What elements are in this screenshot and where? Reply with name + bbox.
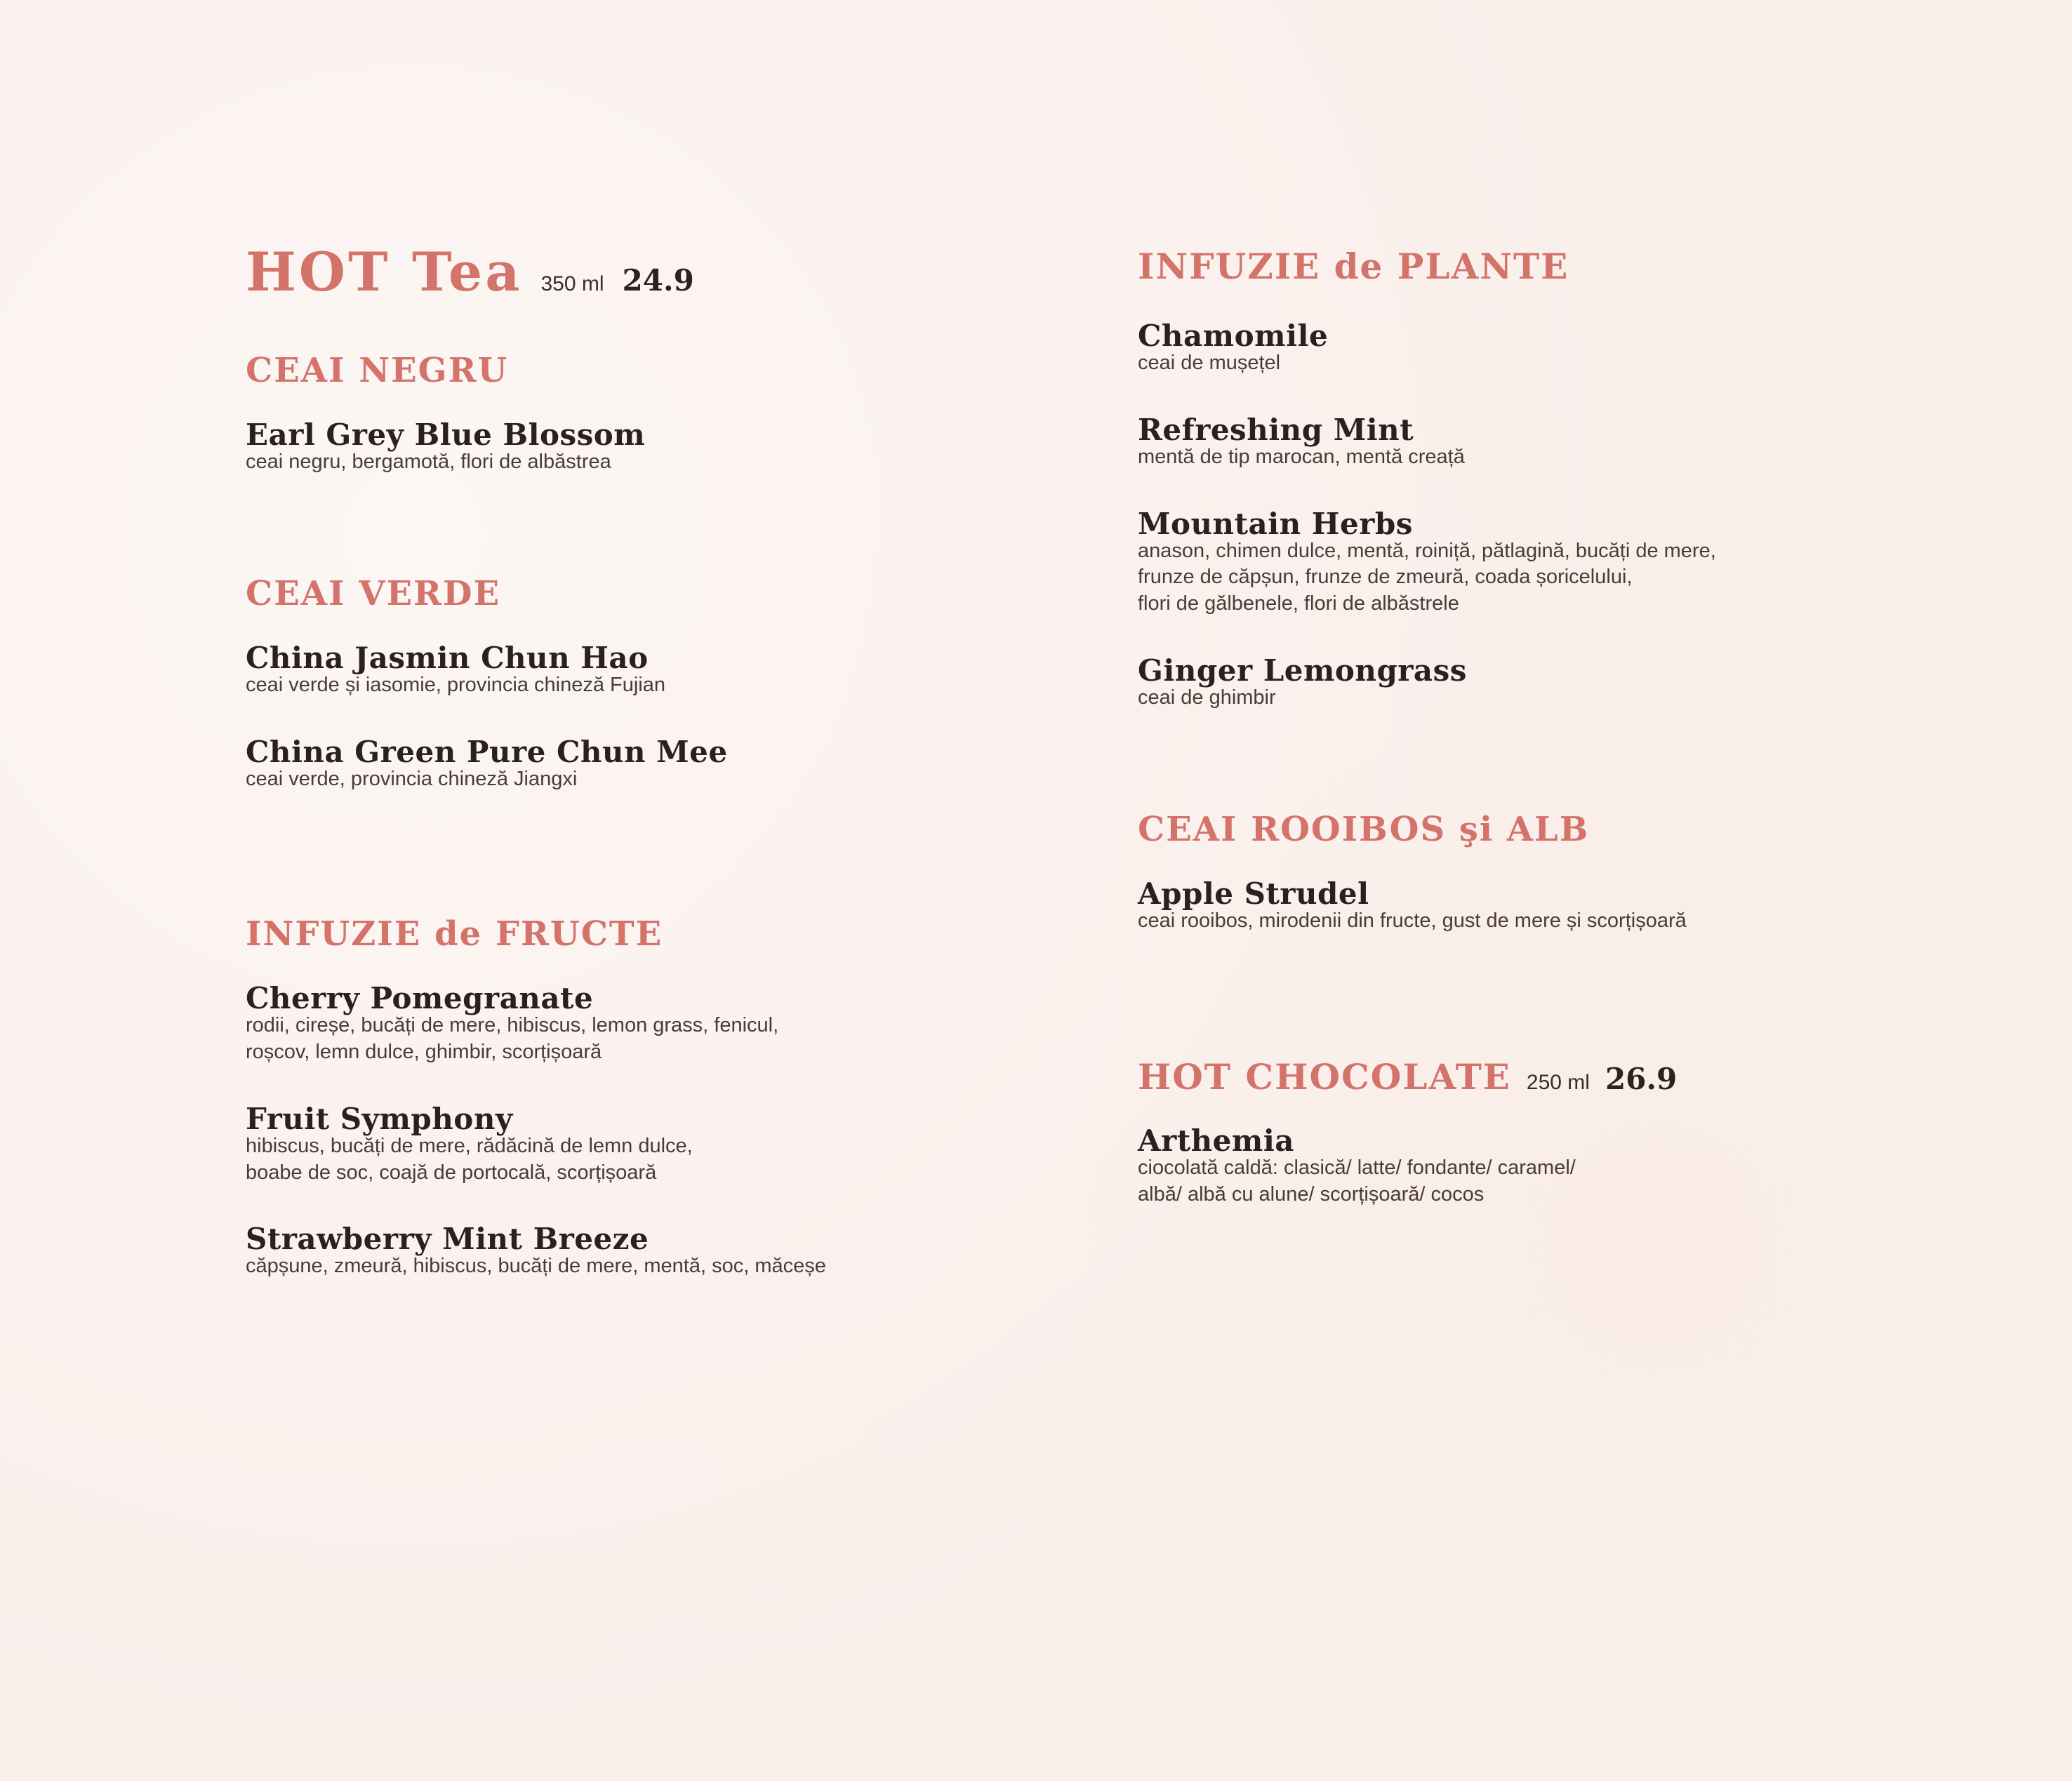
menu-item <box>1138 506 1988 618</box>
item-description-line: căpșune, zmeură, hibiscus, bucăți de mere, mentă, soc, măceșe <box>246 1255 826 1278</box>
hot-chocolate-heading <box>1138 1056 1988 1098</box>
section-ceai-negru <box>246 351 1096 476</box>
menu-item <box>1138 412 1988 471</box>
right-column <box>1138 246 1988 1318</box>
section-infuzie-de-fructe <box>246 914 1096 1280</box>
menu-item <box>246 1101 1096 1186</box>
menu-item <box>246 1224 1096 1280</box>
item-name: Fruit Symphony <box>246 1101 513 1136</box>
menu-item <box>1138 655 1988 712</box>
left-column <box>246 241 1096 1318</box>
spacer <box>1138 749 1988 810</box>
hot-chocolate-title: HOT CHOCOLATE <box>1138 1056 1511 1098</box>
item-name: Apple Strudel <box>1138 876 1369 911</box>
item-description-line: ceai de ghimbir <box>1138 686 1276 709</box>
item-description-line: flori de gălbenele, flori de albăstrele <box>1138 592 1459 615</box>
item-description-line: mentă de tip marocan, mentă creață <box>1138 445 1465 468</box>
section-ceai-verde <box>246 574 1096 793</box>
item-name: Chamomile <box>1138 319 1329 353</box>
menu-columns <box>0 241 2072 1318</box>
menu-item <box>246 420 1096 476</box>
item-name: Mountain Herbs <box>1138 506 1413 541</box>
page-title-price: 24.9 <box>622 263 694 298</box>
menu-item <box>246 734 1096 793</box>
spacer <box>1138 972 1988 1056</box>
section-heading: INFUZIE de PLANTE <box>1138 246 1569 287</box>
item-description-line: anason, chimen dulce, mentă, roiniță, pătlagină, bucăți de mere, <box>1138 539 1716 562</box>
item-description-line: roșcov, lemn dulce, ghimbir, scorțișoară <box>246 1041 602 1064</box>
item-name: Cherry Pomegranate <box>246 981 594 1016</box>
item-description <box>1138 1155 1988 1208</box>
section-hot-chocolate <box>1138 1056 1988 1208</box>
item-description-line: ceai verde, provincia chineză Jiangxi <box>246 767 578 790</box>
menu-item <box>1138 876 1988 935</box>
menu-item <box>1138 321 1988 377</box>
section-heading: CEAI ROOIBOS şi ALB <box>1138 809 1590 849</box>
hot-chocolate-price: 26.9 <box>1605 1062 1678 1097</box>
item-description <box>246 672 1096 699</box>
section-heading: CEAI NEGRU <box>246 351 509 390</box>
item-name: China Jasmin Chun Hao <box>246 640 649 675</box>
item-description <box>246 1253 1096 1280</box>
item-description-line: ceai rooibos, mirodenii din fructe, gust de mere și scorțișoară <box>1138 909 1687 932</box>
item-name: Strawberry Mint Breeze <box>246 1222 649 1257</box>
page-title <box>246 241 1096 303</box>
item-description-line: frunze de căpșun, frunze de zmeură, coada șoricelului, <box>1138 566 1633 589</box>
item-name: Ginger Lemongrass <box>1138 653 1467 688</box>
item-name: Arthemia <box>1138 1123 1294 1159</box>
item-name: China Green Pure Chun Mee <box>246 734 728 769</box>
item-description-line: hibiscus, bucăți de mere, rădăcină de lemn dulce, <box>246 1134 693 1157</box>
item-name: Earl Grey Blue Blossom <box>246 418 646 452</box>
item-description-line: ceai de mușețel <box>1138 352 1281 375</box>
item-description <box>246 449 1096 476</box>
spacer <box>246 830 1096 914</box>
item-description-line: boabe de soc, coajă de portocală, scorțișoară <box>246 1161 657 1184</box>
section-heading: CEAI VERDE <box>246 573 501 613</box>
item-name: Refreshing Mint <box>1138 412 1414 447</box>
item-description-line: ceai negru, bergamotă, flori de albăstrea <box>246 451 611 474</box>
hot-chocolate-volume: 250 ml <box>1526 1071 1590 1095</box>
item-description <box>1138 350 1988 377</box>
item-description-line: rodii, cireșe, bucăți de mere, hibiscus, lemon grass, fenicul, <box>246 1014 779 1037</box>
item-description <box>246 1013 1096 1065</box>
item-description <box>1138 538 1988 618</box>
item-description <box>1138 908 1988 935</box>
menu-item <box>246 640 1096 699</box>
section-heading: INFUZIE de FRUCTE <box>246 914 663 954</box>
menu-item <box>1138 1123 1988 1208</box>
spacer <box>246 514 1096 574</box>
item-description <box>1138 444 1988 471</box>
item-description <box>246 1133 1096 1186</box>
item-description-line: albă/ albă cu alune/ scorțișoară/ cocos <box>1138 1183 1485 1206</box>
menu-item <box>246 983 1096 1065</box>
page-title-text: HOT Tea <box>246 241 523 303</box>
item-description-line: ceai verde și iasomie, provincia chineză Fujian <box>246 673 666 696</box>
section-infuzie-de-plante <box>1138 246 1988 712</box>
item-description <box>246 766 1096 793</box>
item-description-line: ciocolată caldă: clasică/ latte/ fondante/ caramel/ <box>1138 1156 1576 1180</box>
item-description <box>1138 685 1988 712</box>
section-ceai-rooibos-si-alb <box>1138 810 1988 935</box>
page-title-volume: 350 ml <box>540 272 604 295</box>
